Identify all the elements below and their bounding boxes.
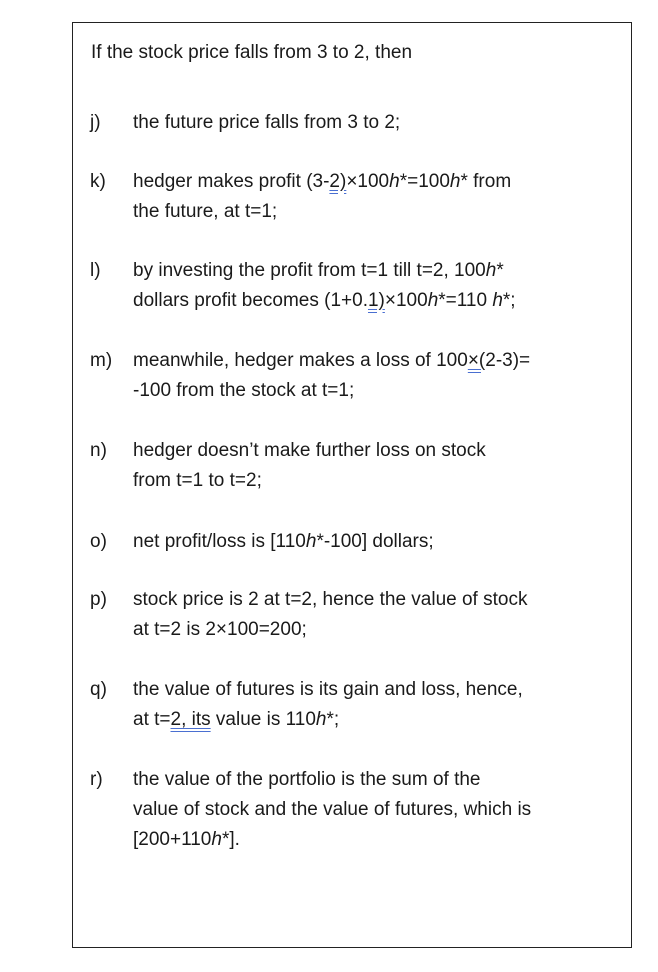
item-text-line: by investing the profit from t=1 till t=2, 100h*: [133, 260, 504, 281]
item-text-line: the value of the portfolio is the sum of the: [133, 769, 481, 790]
item-text-line: -100 from the stock at t=1;: [133, 380, 355, 401]
item-letter: k): [90, 171, 106, 192]
proofing-underline: 2): [329, 171, 347, 192]
item-text-line: stock price is 2 at t=2, hence the value of stock: [133, 589, 528, 610]
item-text-line: from t=1 to t=2;: [133, 470, 262, 491]
item-text-line: at t=2 is 2×100=200;: [133, 619, 307, 640]
item-letter: r): [90, 769, 103, 790]
item-letter: o): [90, 531, 107, 552]
item-text-line: hedger makes profit (3-2)×100h*=100h* from: [133, 171, 512, 192]
item-text: [133, 527, 613, 557]
proofing-underline: 1): [367, 290, 385, 311]
item-text: [133, 675, 613, 735]
proofing-underline: ×(: [467, 350, 486, 371]
item-letter: m): [90, 350, 113, 371]
item-text-line: at t=2, its value is 110h*;: [133, 709, 340, 730]
item-text: [133, 346, 613, 406]
item-text-line: hedger doesn’t make further loss on stock: [133, 440, 486, 461]
item-text-line: meanwhile, hedger makes a loss of 100×(2-3)=: [133, 350, 531, 371]
item-letter: j): [90, 112, 101, 133]
item-letter: n): [90, 440, 107, 461]
item-text-line: value of stock and the value of futures, which is: [133, 799, 532, 820]
item-text: [133, 436, 613, 496]
item-text-line: [200+110h*].: [133, 829, 240, 850]
item-text-line: net profit/loss is [110h*-100] dollars;: [133, 531, 434, 552]
item-text: [133, 765, 613, 855]
item-letter: p): [90, 589, 107, 610]
proofing-underline: 2, its: [170, 709, 211, 730]
item-text: [133, 108, 613, 138]
item-text-line: dollars profit becomes (1+0.1)×100h*=110 h*;: [133, 290, 516, 311]
item-text-line: the future price falls from 3 to 2;: [133, 112, 401, 133]
heading: If the stock price falls from 3 to 2, then: [91, 42, 413, 63]
item-letter: l): [90, 260, 101, 281]
item-letter: q): [90, 679, 107, 700]
item-text-line: the future, at t=1;: [133, 201, 278, 222]
item-text: [133, 167, 613, 227]
item-text: [133, 585, 613, 645]
item-text: [133, 256, 613, 316]
item-text-line: the value of futures is its gain and loss, hence,: [133, 679, 523, 700]
